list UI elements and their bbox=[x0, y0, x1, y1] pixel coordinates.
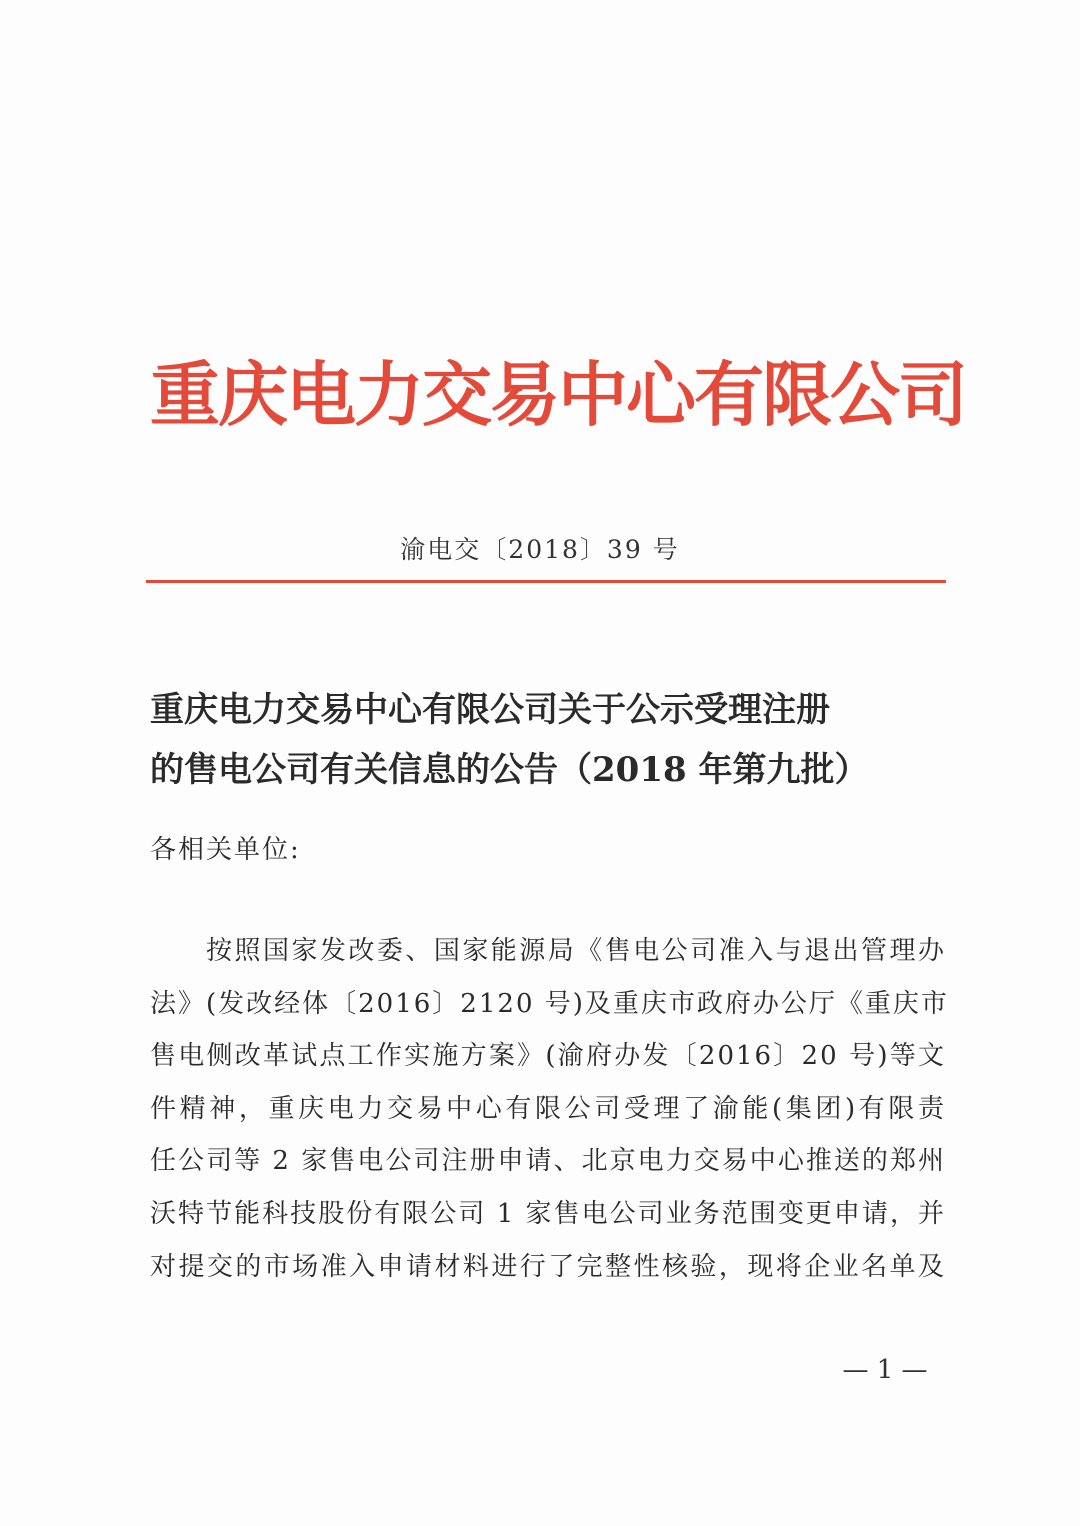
announcement-title bbox=[150, 680, 950, 800]
body-paragraph bbox=[150, 925, 950, 1293]
body-line: 件精神，重庆电力交易中心有限公司受理了渝能(集团)有限责 bbox=[150, 1093, 946, 1124]
document-number: 渝电交〔2018〕39 号 bbox=[400, 535, 680, 564]
page-number: — 1 — bbox=[842, 1355, 928, 1385]
organization-header: 重庆电力交易中心有限公司 bbox=[150, 353, 966, 436]
body-line: 任公司等 2 家售电公司注册申请、北京电力交易中心推送的郑州 bbox=[150, 1146, 946, 1177]
body-line: 按照国家发改委、国家能源局《售电公司准入与退出管理办 bbox=[206, 936, 946, 966]
body-line: 沃特节能科技股份有限公司 1 家售电公司业务范围变更申请，并 bbox=[150, 1198, 946, 1229]
salutation: 各相关单位: bbox=[150, 835, 301, 865]
body-line: 法》(发改经体〔2016〕2120 号)及重庆市政府办公厅《重庆市 bbox=[150, 988, 949, 1019]
body-line: 售电侧改革试点工作实施方案》(渝府办发〔2016〕20 号)等文 bbox=[150, 1041, 946, 1072]
title-line-2: 的售电公司有关信息的公告（2018 年第九批） bbox=[150, 750, 869, 790]
body-line: 对提交的市场准入申请材料进行了完整性核验，现将企业名单及 bbox=[150, 1251, 946, 1282]
title-line-1: 重庆电力交易中心有限公司关于公示受理注册 bbox=[150, 690, 830, 730]
red-divider-line bbox=[146, 580, 946, 583]
